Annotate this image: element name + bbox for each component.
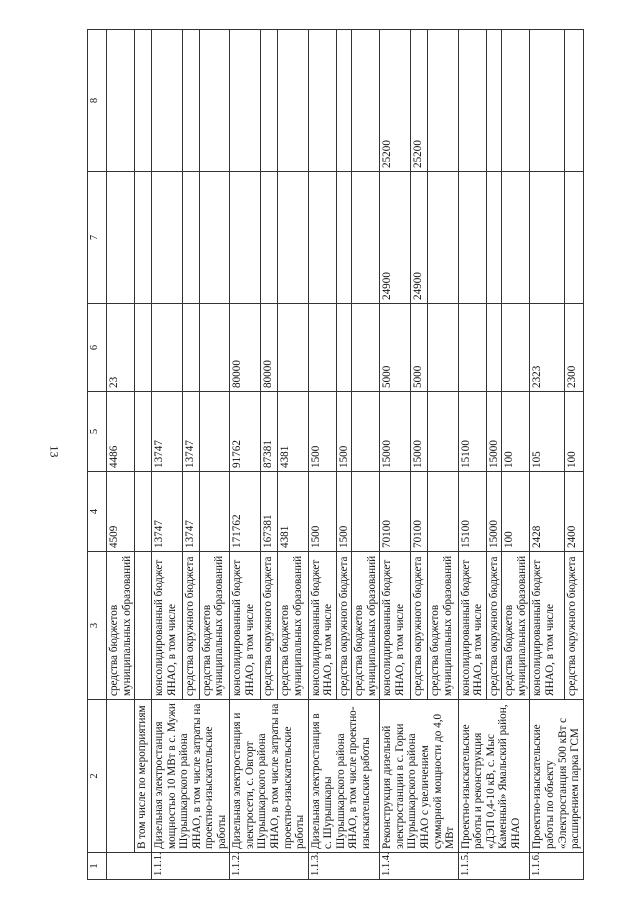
value-cell: 24900: [380, 172, 411, 304]
value-cell: [199, 304, 230, 392]
col-header-1: 1: [88, 853, 107, 880]
value-cell: [308, 304, 336, 392]
value-cell: [277, 304, 308, 392]
value-cell: [428, 472, 459, 552]
value-cell: 15000: [486, 472, 502, 552]
page-number: 13: [47, 445, 62, 458]
value-cell: 100: [564, 392, 583, 472]
funding-source: консолидированный бюджет ЯНАО, в том числе: [152, 552, 183, 700]
value-cell: 5000: [380, 304, 411, 392]
col-header-2: 2: [88, 700, 107, 853]
value-cell: [530, 30, 564, 172]
value-cell: 1500: [308, 472, 336, 552]
section-row: [135, 30, 152, 880]
value-cell: 91762: [230, 392, 261, 472]
value-cell: 70100: [380, 472, 411, 552]
value-cell: [308, 172, 336, 304]
value-cell: 15000: [486, 392, 502, 472]
item-title: Проектно-изыскательские работы и реконструкция «ДЭП 0,4-10 кВ, с. Мыс Каменный» Ямальский район, ЯНАО: [458, 700, 530, 853]
value-cell: [502, 304, 530, 392]
value-cell: [502, 172, 530, 304]
item-title: Реконструкция дизельной электростанции в с. Горки Шурышкарского района ЯНАО с увеличением суммарной мощности до 4,0 МВт: [380, 700, 458, 853]
funding-source: консолидированный бюджет ЯНАО, в том числе: [458, 552, 486, 700]
value-cell: [308, 30, 336, 172]
value-cell: 15000: [411, 392, 428, 472]
value-cell: [486, 304, 502, 392]
value-cell: 100: [502, 472, 530, 552]
value-cell: [564, 172, 583, 304]
value-cell: [486, 30, 502, 172]
value-cell: 80000: [230, 304, 261, 392]
value-cell: 2300: [564, 304, 583, 392]
item-code: 1.1.3.: [308, 853, 380, 880]
funding-source: консолидированный бюджет ЯНАО, в том числе: [308, 552, 336, 700]
table-row: [530, 30, 564, 880]
item-code: 1.1.2.: [230, 853, 308, 880]
item-code: 1.1.5.: [458, 853, 530, 880]
value-cell: 171762: [230, 472, 261, 552]
value-cell: [277, 172, 308, 304]
value-cell: 87381: [261, 392, 278, 472]
value-cell: 100: [502, 392, 530, 472]
funding-source: консолидированный бюджет ЯНАО, в том числе: [530, 552, 564, 700]
value-cell: [352, 30, 380, 172]
funding-source: средства окружного бюджета: [411, 552, 428, 700]
cell: [107, 853, 152, 880]
value-cell: [152, 30, 183, 172]
value-cell: 4486: [107, 392, 135, 472]
item-title: Дизельная электростанция и электросети, с. Овгорт Шурышкарского района ЯНАО, в том числе затраты на проектно-изыскательские работы: [230, 700, 308, 853]
item-title: Дизельная электростанция в с. Шурышкары Шурышкарского района ЯНАО, в том числе проектно-изыскательские работы: [308, 700, 380, 853]
value-cell: 1500: [336, 392, 352, 472]
value-cell: [352, 304, 380, 392]
value-cell: 13747: [182, 472, 199, 552]
col-header-6: 6: [88, 304, 107, 392]
value-cell: 15100: [458, 392, 486, 472]
value-cell: [336, 304, 352, 392]
value-cell: 13747: [182, 392, 199, 472]
funding-source: консолидированный бюджет ЯНАО, в том числе: [230, 552, 261, 700]
cell: [135, 392, 152, 472]
value-cell: [199, 392, 230, 472]
funding-source: консолидированный бюджет ЯНАО, в том числе: [380, 552, 411, 700]
value-cell: [182, 30, 199, 172]
col-header-4: 4: [88, 472, 107, 552]
value-cell: [352, 472, 380, 552]
column-number-row: [88, 30, 107, 880]
table-row: [107, 30, 135, 880]
value-cell: [428, 30, 459, 172]
funding-source: средства бюджетов муниципальных образований: [277, 552, 308, 700]
item-title: Проектно-изыскательские работы по объекту «Электростанция 500 кВт с расширением парка ГСМ: [530, 700, 583, 853]
value-cell: [199, 30, 230, 172]
table-row: [308, 30, 336, 880]
col-header-7: 7: [88, 172, 107, 304]
item-code: 1.1.6.: [530, 853, 583, 880]
col-header-3: 3: [88, 552, 107, 700]
value-cell: 2428: [530, 472, 564, 552]
value-cell: [530, 172, 564, 304]
cell: [135, 472, 152, 552]
value-cell: 23: [107, 304, 135, 392]
value-cell: 1500: [336, 472, 352, 552]
item-code: 1.1.1.: [152, 853, 230, 880]
value-cell: [428, 172, 459, 304]
funding-source: средства окружного бюджета: [182, 552, 199, 700]
value-cell: [564, 30, 583, 172]
value-cell: [458, 304, 486, 392]
value-cell: [428, 304, 459, 392]
value-cell: 25200: [380, 30, 411, 172]
value-cell: [230, 30, 261, 172]
value-cell: 24900: [411, 172, 428, 304]
value-cell: [152, 304, 183, 392]
value-cell: [107, 172, 135, 304]
funding-source: средства окружного бюджета: [486, 552, 502, 700]
funding-source: средства бюджетов муниципальных образований: [199, 552, 230, 700]
rotated-page: [87, 30, 640, 880]
value-cell: 4381: [277, 392, 308, 472]
budget-table: [87, 29, 584, 880]
value-cell: [182, 172, 199, 304]
value-cell: [486, 172, 502, 304]
value-cell: 15100: [458, 472, 486, 552]
value-cell: [107, 30, 135, 172]
value-cell: [458, 30, 486, 172]
value-cell: [152, 172, 183, 304]
value-cell: 2400: [564, 472, 583, 552]
cell: [107, 700, 135, 853]
value-cell: [261, 30, 278, 172]
value-cell: [352, 392, 380, 472]
value-cell: [502, 30, 530, 172]
cell: [135, 304, 152, 392]
value-cell: [261, 172, 278, 304]
value-cell: 5000: [411, 304, 428, 392]
value-cell: [277, 30, 308, 172]
cell: [135, 172, 152, 304]
value-cell: [336, 172, 352, 304]
value-cell: [428, 392, 459, 472]
funding-source: средства окружного бюджета: [564, 552, 583, 700]
value-cell: 1500: [308, 392, 336, 472]
value-cell: 80000: [261, 304, 278, 392]
table-row: [152, 30, 183, 880]
value-cell: 167381: [261, 472, 278, 552]
value-cell: 13747: [152, 392, 183, 472]
value-cell: 70100: [411, 472, 428, 552]
table-row: [380, 30, 411, 880]
item-title: Дизельная электростанция мощностью 10 МВт в с. Мужи Шурышкарского района ЯНАО, в том числе затраты на проектно-изыскательские работы: [152, 700, 230, 853]
value-cell: 105: [530, 392, 564, 472]
value-cell: [352, 172, 380, 304]
value-cell: [458, 172, 486, 304]
value-cell: [199, 172, 230, 304]
value-cell: 25200: [411, 30, 428, 172]
cell: [135, 552, 152, 700]
item-code: 1.1.4.: [380, 853, 458, 880]
value-cell: 15000: [380, 392, 411, 472]
value-cell: [230, 172, 261, 304]
value-cell: 4381: [277, 472, 308, 552]
cell: [135, 30, 152, 172]
value-cell: [199, 472, 230, 552]
funding-source: средства бюджетов муниципальных образований: [352, 552, 380, 700]
table-row: [230, 30, 261, 880]
funding-source: средства окружного бюджета: [336, 552, 352, 700]
value-cell: [182, 304, 199, 392]
col-header-5: 5: [88, 392, 107, 472]
value-cell: 2323: [530, 304, 564, 392]
value-cell: [336, 30, 352, 172]
value-cell: 4509: [107, 472, 135, 552]
funding-source: средства бюджетов муниципальных образований: [502, 552, 530, 700]
funding-source: средства бюджетов муниципальных образований: [107, 552, 135, 700]
funding-source: средства бюджетов муниципальных образований: [428, 552, 459, 700]
table-row: [458, 30, 486, 880]
col-header-8: 8: [88, 30, 107, 172]
value-cell: 13747: [152, 472, 183, 552]
section-label: В том числе по мероприятиям: [135, 700, 152, 853]
funding-source: средства окружного бюджета: [261, 552, 278, 700]
